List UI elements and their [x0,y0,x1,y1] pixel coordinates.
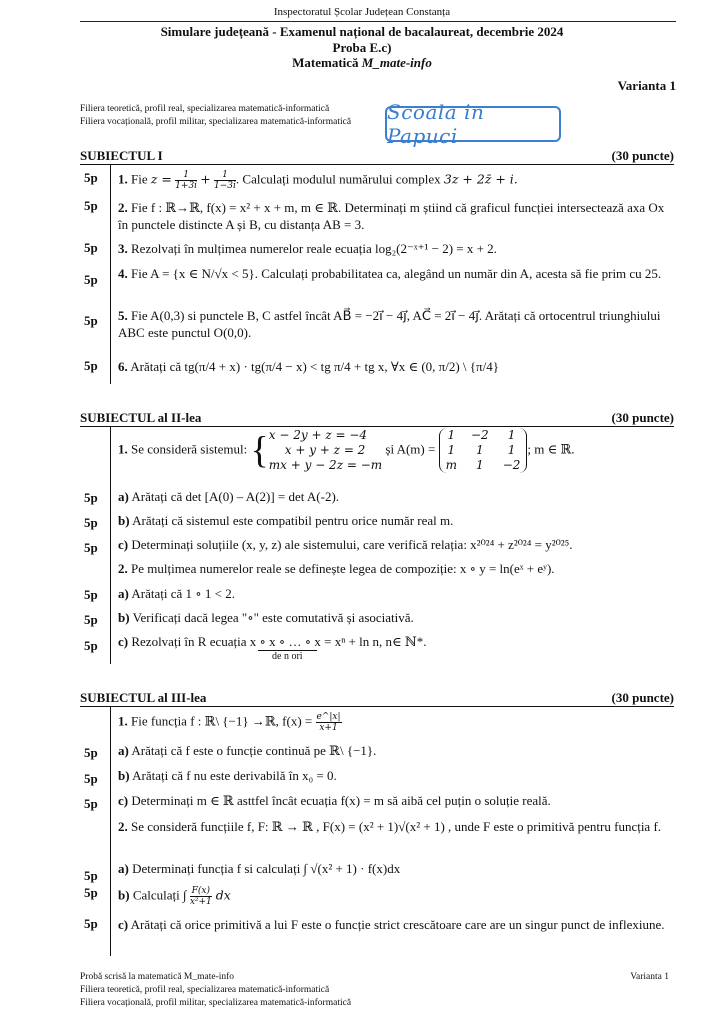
subject-prefix: Matematică [292,55,362,70]
exam-proba: Proba E.c) [332,40,392,55]
s3-item-2b: b) Calculați ∫ $\frac{F(x)}{\text{x²+1}}$ dx [118,886,231,907]
points-badge: 5p [84,885,98,900]
s2-problem-1: 1. Se consideră sistemul: { x − 2y + z = −4 x + y + z = 2 mx + y − 2z = −m și A(m) = 1 −2 1 1 1 1 m 1 −2 ; m ∈ ℝ. [118,428,575,472]
s1-item-6: 6. Arătați că tg(π/4 + x) · tg(π/4 − x) < tg π/4 + tg x, ∀x ∈ (0, π/2) \ {π/4} [118,359,499,374]
s1-item-3: 3. Rezolvați în mulțimea numerelor reale ecuația log₂(2⁻ˣ⁺¹ − 2) = x + 2. [118,241,497,256]
points-badge: 5p [84,515,98,530]
points-badge: 5p [84,612,98,627]
points-badge: 5p [84,796,98,811]
footer-line-3: Filiera vocațională, profil militar, specializarea matematică-informatică [80,998,352,1008]
points-badge: 5p [84,490,98,505]
s2-problem-2: 2. Pe mulțimea numerelor reale se definește legea de compoziție: x ∘ y = ln(eˣ + eʸ). [118,561,555,576]
s3-item-1a: a) Arătați că f este o funcție continuă pe ℝ\ {−1}. [118,743,377,758]
subject-3-points: (30 puncte) [611,690,674,705]
s2-item-1b: b) Arătați că sistemul este compatibil pentru orice număr real m. [118,513,454,528]
footer-line-1: Probă scrisă la matematică M_mate-info [80,972,235,982]
subject-3-margin-line [110,706,111,956]
equation-system: x − 2y + z = −4 x + y + z = 2 mx + y − 2z = −m [268,428,383,472]
footer-varianta: Varianta 1 [630,972,669,982]
points-badge: 5p [84,868,98,883]
varianta-label: Varianta 1 [617,78,676,93]
s3-item-1b: b) Arătați că f nu este derivabilă în x₀ = 0. [118,768,337,783]
exam-subject [0,55,724,71]
s3-item-2a: a) Determinați funcția f si calculați ∫ √(x² + 1) · f(x)dx [118,861,401,876]
underbrace-label: de n ori [258,650,317,662]
points-badge: 5p [84,272,98,287]
points-badge: 5p [84,638,98,653]
points-badge: 5p [84,240,98,255]
s2-item-1c: c) Determinați soluțiile (x, y, z) ale sistemului, care verifică relația: x²⁰²⁴ + z²⁰²⁴ = y²⁰²⁵. [118,537,573,552]
points-badge: 5p [84,745,98,760]
institution-header: Inspectoratul Școlar Județean Constanța [273,6,451,18]
s2-item-1a: a) Arătați că det [A(0) – A(2)] = det A(-2). [118,489,340,504]
s2-item-2c: c) Rezolvați în R ecuația x ∘ x ∘ … ∘ x = xⁿ + ln n, n∈ ℕ*. [118,634,427,649]
s3-problem-1: 1. Fie funcția f : ℝ\ {−1} →ℝ, f(x) = $\frac{e\^{}|x|}{x+1}$ [118,712,341,733]
matrix-A: 1 −2 1 1 1 1 m 1 −2 [439,428,528,473]
s2-item-2a: a) Arătați că 1 ∘ 1 < 2. [118,586,235,601]
footer-line-2: Filiera teoretică, profil real, specializarea matematică-informatică [80,985,330,995]
points-badge: 5p [84,771,98,786]
subject-2-rule [80,426,674,427]
filiera-vocationala: Filiera vocațională, profil militar, specializarea matematică-informatică [80,117,352,127]
header-rule [80,21,676,22]
s1-item-4: 4. Fie A = {x ∈ N/√x < 5}. Calculați probabilitatea ca, alegând un număr din A, acesta să fie prim cu 25. [118,266,662,281]
s3-item-1c: c) Determinați m ∈ ℝ asttfel încât ecuația f(x) = m să aibă cel puțin o soluție reală. [118,793,551,808]
points-badge: 5p [84,170,98,185]
points-badge: 5p [84,916,98,931]
subject-2-points: (30 puncte) [611,410,674,425]
s1-item-2: 2. Fie f : ℝ→ℝ, f(x) = x² + x + m, m ∈ ℝ. Determinați m știind că graficul funcției intersectează axa Ox în punctele distincte A și B, cu distanța AB = 3. [118,200,665,232]
points-badge: 5p [84,540,98,555]
subject-3-title: SUBIECTUL al III-lea [80,690,207,705]
s3-problem-2: 2. Se consideră funcțiile f, F: ℝ → ℝ , F(x) = (x² + 1)√(x² + 1) , unde F este o primitivă pentru funcția f. [118,819,662,834]
subject-1-rule [80,164,674,165]
points-badge: 5p [84,198,98,213]
points-badge: 5p [84,587,98,602]
filiera-teoretica: Filiera teoretică, profil real, specializarea matematică-informatică [80,104,330,114]
subject-2-title: SUBIECTUL al II-lea [80,410,202,425]
school-logo: Scoala in Papuci [385,106,561,142]
points-badge: 5p [84,313,98,328]
subject-1-margin-line [110,164,111,384]
s1-item-1: 1. Fie z = $\frac{1}{1+3i}$ + $\frac{1}{1-3i}$ . Calculați modulul numărului complex 3z + 2z̄ + i. [118,170,518,191]
subject-2-margin-line [110,426,111,664]
subject-profile: M_mate-info [361,55,432,70]
subject-1-points: (30 puncte) [611,148,674,163]
subject-1-title: SUBIECTUL I [80,148,163,163]
s1-item-5: 5. Fie A(0,3) si punctele B, C astfel încât AB⃗ = −2i⃗ − 4j⃗, AC⃗ = 2i⃗ − 4j⃗. Arătați că ortocentrul triunghiului ABC este punctul O(0,0). [118,308,661,340]
s3-item-2c: c) Arătați că orice primitivă a lui F este o funcție strict crescătoare care are un singur punct de inflexiune. [118,917,665,932]
points-badge: 5p [84,358,98,373]
subject-3-rule [80,706,674,707]
s2-item-2b: b) Verificați dacă legea "∘" este comutativă și asociativă. [118,610,414,625]
exam-title: Simulare județeană - Examenul național de bacalaureat, decembrie 2024 [160,24,564,39]
